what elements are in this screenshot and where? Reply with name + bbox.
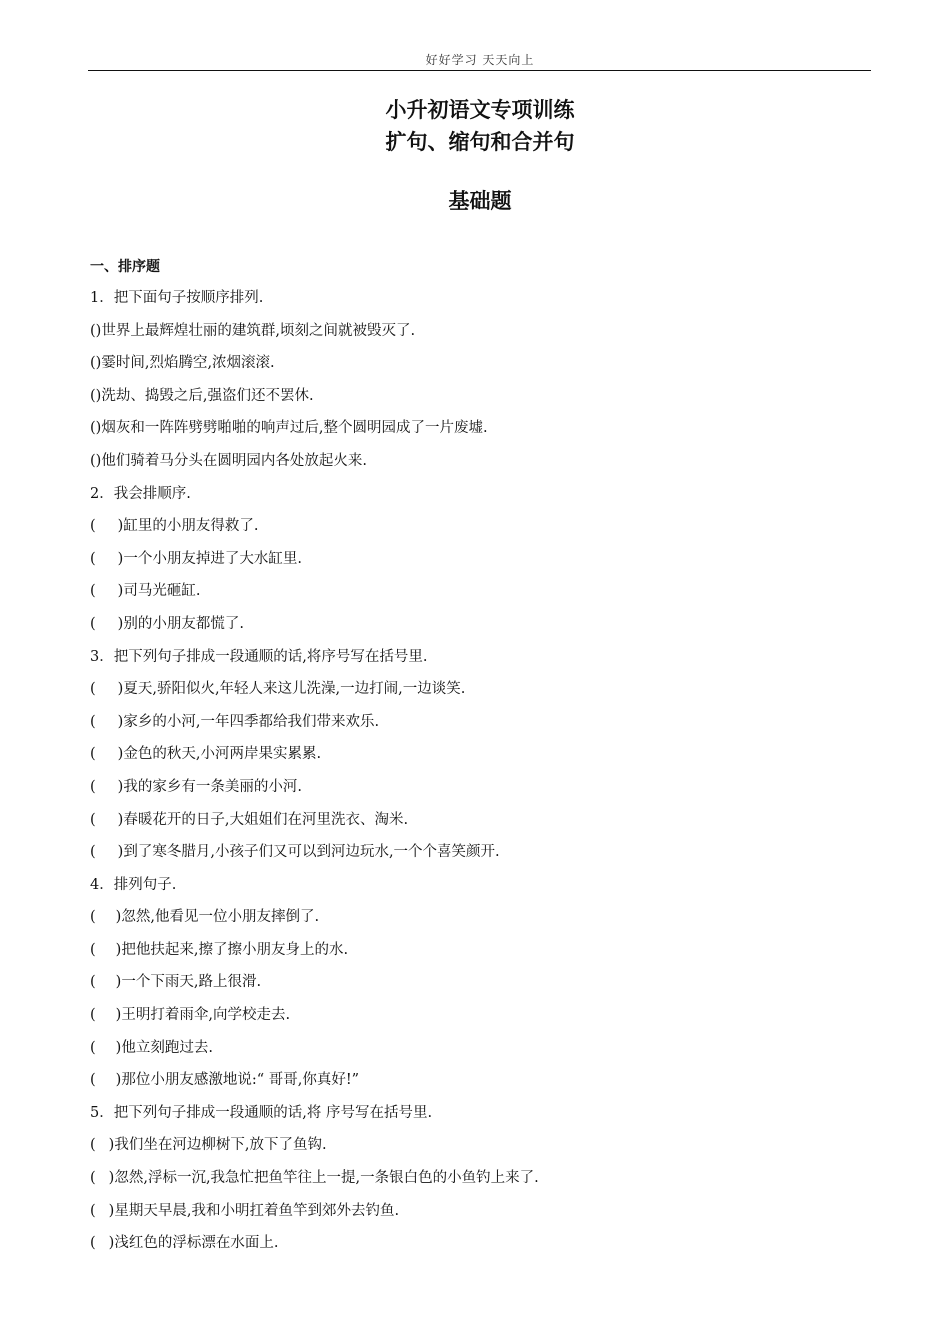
close-paren: ) [108, 1235, 115, 1252]
option-text: 烟灰和一阵阵劈劈啪啪的响声过后,整个圆明园成了一片废墟. [101, 420, 488, 437]
ordering-option [90, 575, 870, 608]
ordering-option [90, 347, 870, 380]
ordering-option [90, 510, 870, 543]
page-header: 好好学习 天天向上 [425, 53, 535, 67]
option-text: 他们骑着马分头在圆明园内各处放起火来. [101, 452, 367, 469]
open-paren: ( [90, 1202, 96, 1219]
open-paren: ( [90, 420, 96, 437]
option-text: 一个下雨天,路上很滑. [121, 974, 262, 991]
open-paren: ( [90, 1235, 96, 1252]
open-paren: ( [90, 778, 96, 795]
close-paren: ) [115, 974, 122, 991]
close-paren: ) [108, 1137, 115, 1154]
option-text: 浅红色的浮标漂在水面上. [114, 1235, 279, 1252]
close-paren: ) [117, 844, 124, 861]
close-paren: ) [117, 681, 124, 698]
close-paren: ) [117, 583, 124, 600]
close-paren: ) [95, 322, 102, 339]
option-text: 夏天,骄阳似火,年轻人来这儿洗澡,一边打闹,一边谈笑. [123, 681, 466, 698]
ordering-option [90, 1032, 870, 1065]
open-paren: ( [90, 355, 96, 372]
close-paren: ) [115, 909, 122, 926]
document-subtitle: 扩句、缩句和合并句 [385, 130, 575, 154]
option-text: 家乡的小河,一年四季都给我们带来欢乐. [123, 713, 380, 730]
ordering-option [90, 445, 870, 478]
ordering-option [90, 380, 870, 413]
open-paren: ( [90, 811, 96, 828]
close-paren: ) [95, 387, 102, 404]
open-paren: ( [90, 974, 96, 991]
close-paren: ) [117, 615, 124, 632]
close-paren: ) [117, 713, 124, 730]
open-paren: ( [90, 746, 96, 763]
option-text: 王明打着雨伞,向学校走去. [121, 1007, 291, 1024]
ordering-option [90, 771, 870, 804]
open-paren: ( [90, 615, 96, 632]
close-paren: ) [117, 550, 124, 567]
question-prompt: 4．排列句子. [90, 876, 177, 893]
question-prompt: 5．把下列句子排成一段通顺的话,将 序号写在括号里. [90, 1104, 433, 1121]
ordering-option [90, 836, 870, 869]
ordering-option [90, 1162, 870, 1195]
close-paren: ) [117, 746, 124, 763]
ordering-option [90, 706, 870, 739]
ordering-option [90, 1227, 870, 1260]
option-text: 别的小朋友都慌了. [123, 615, 244, 632]
ordering-option [90, 999, 870, 1032]
close-paren: ) [115, 1072, 122, 1089]
open-paren: ( [90, 322, 96, 339]
ordering-option [90, 1129, 870, 1162]
ordering-option [90, 804, 870, 837]
ordering-option [90, 934, 870, 967]
open-paren: ( [90, 844, 96, 861]
ordering-option [90, 412, 870, 445]
open-paren: ( [90, 1170, 96, 1187]
close-paren: ) [95, 355, 102, 372]
option-text: 我的家乡有一条美丽的小河. [123, 778, 302, 795]
open-paren: ( [90, 941, 96, 958]
option-text: 一个小朋友掉进了大水缸里. [123, 550, 302, 567]
close-paren: ) [108, 1202, 115, 1219]
ordering-option [90, 673, 870, 706]
open-paren: ( [90, 1039, 96, 1056]
close-paren: ) [108, 1170, 115, 1187]
ordering-option [90, 608, 870, 641]
option-text: 金色的秋天,小河两岸果实累累. [123, 746, 322, 763]
close-paren: ) [95, 420, 102, 437]
section-heading: 一、排序题 [90, 259, 160, 275]
ordering-option [90, 315, 870, 348]
ordering-option [90, 1064, 870, 1097]
question-prompt: 1．把下面句子按顺序排列. [90, 290, 264, 306]
open-paren: ( [90, 713, 96, 730]
open-paren: ( [90, 452, 96, 469]
open-paren: ( [90, 387, 96, 404]
open-paren: ( [90, 518, 96, 535]
option-text: 洗劫、捣毁之后,强盗们还不罢休. [101, 387, 314, 404]
ordering-option [90, 543, 870, 576]
open-paren: ( [90, 681, 96, 698]
option-text: 春暖花开的日子,大姐姐们在河里洗衣、淘米. [123, 811, 409, 828]
close-paren: ) [115, 1007, 122, 1024]
question-prompt: 2．我会排顺序. [90, 485, 191, 502]
difficulty-heading: 基础题 [448, 189, 512, 213]
close-paren: ) [95, 452, 102, 469]
header-divider [88, 70, 871, 71]
close-paren: ) [115, 941, 122, 958]
ordering-option [90, 1195, 870, 1228]
option-text: 司马光砸缸. [123, 583, 201, 600]
open-paren: ( [90, 1072, 96, 1089]
option-text: 忽然,浮标一沉,我急忙把鱼竿往上一提,一条银白色的小鱼钓上来了. [114, 1170, 539, 1187]
ordering-option [90, 966, 870, 999]
open-paren: ( [90, 1137, 96, 1154]
close-paren: ) [115, 1039, 122, 1056]
option-text: 我们坐在河边柳树下,放下了鱼钩. [114, 1137, 327, 1154]
option-text: 世界上最辉煌壮丽的建筑群,顷刻之间就被毁灭了. [101, 322, 416, 339]
ordering-option [90, 738, 870, 771]
option-text: 那位小朋友感激地说:“ 哥哥,你真好!” [121, 1072, 360, 1089]
open-paren: ( [90, 909, 96, 926]
question-list [90, 282, 870, 1260]
ordering-option [90, 901, 870, 934]
option-text: 霎时间,烈焰腾空,浓烟滚滚. [101, 355, 275, 372]
open-paren: ( [90, 1007, 96, 1024]
document-title: 小升初语文专项训练 [385, 98, 575, 122]
option-text: 到了寒冬腊月,小孩子们又可以到河边玩水,一个个喜笑颜开. [123, 844, 500, 861]
close-paren: ) [117, 778, 124, 795]
option-text: 忽然,他看见一位小朋友摔倒了. [121, 909, 320, 926]
close-paren: ) [117, 811, 124, 828]
option-text: 把他扶起来,擦了擦小朋友身上的水. [121, 941, 349, 958]
option-text: 缸里的小朋友得救了. [123, 518, 259, 535]
close-paren: ) [117, 518, 124, 535]
option-text: 星期天早晨,我和小明扛着鱼竿到郊外去钓鱼. [114, 1202, 400, 1219]
option-text: 他立刻跑过去. [121, 1039, 213, 1056]
open-paren: ( [90, 583, 96, 600]
question-prompt: 3．把下列句子排成一段通顺的话,将序号写在括号里. [90, 648, 428, 665]
open-paren: ( [90, 550, 96, 567]
